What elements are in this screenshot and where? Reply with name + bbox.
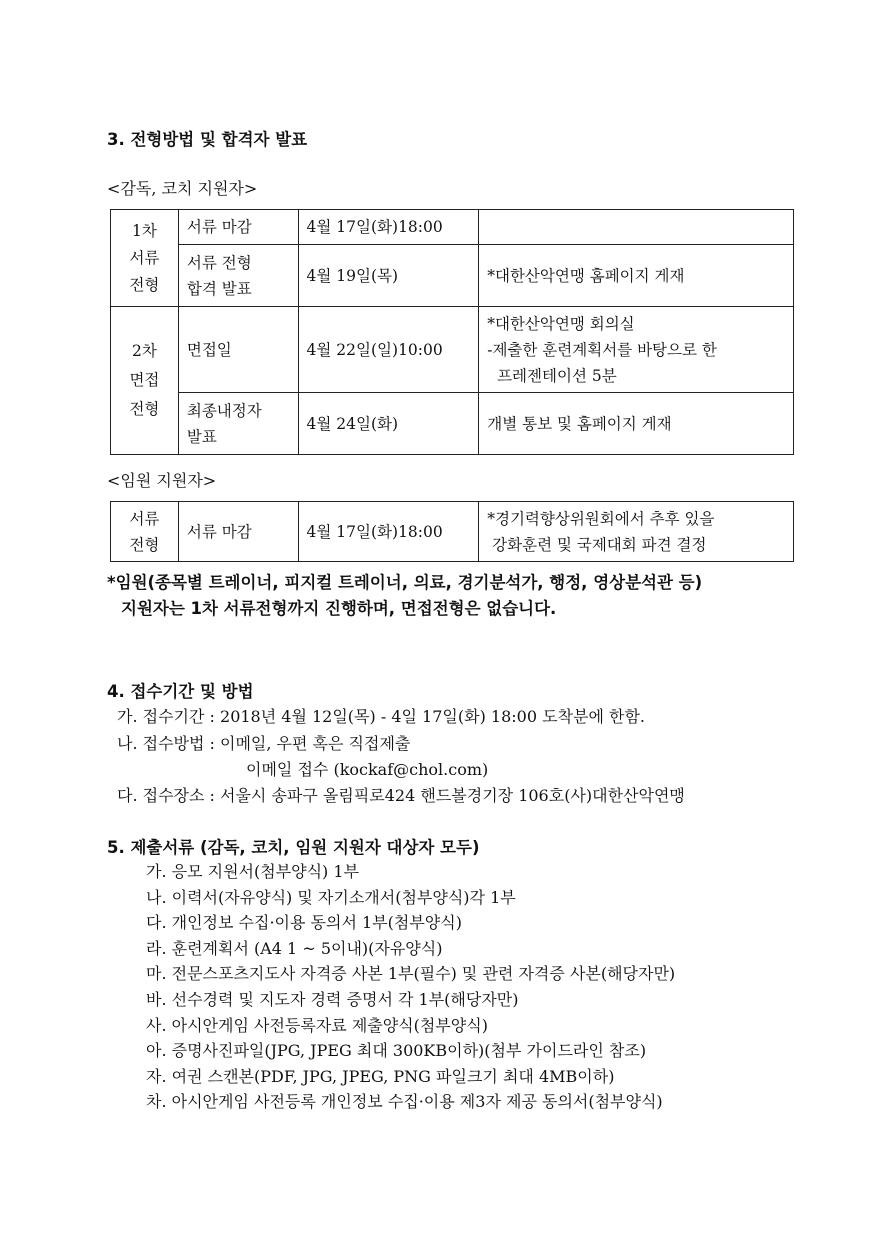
date-cell: 4월 22일(일)10:00 bbox=[298, 307, 479, 393]
note-cell: 개별 통보 및 홈페이지 게재 bbox=[479, 393, 794, 455]
note-cell: *경기력향상위원회에서 추후 있을 강화훈련 및 국제대회 파견 결정 bbox=[479, 502, 794, 562]
officer-schedule-table bbox=[110, 501, 794, 562]
date-cell: 4월 24일(화) bbox=[298, 393, 479, 455]
list-item: 다. 개인정보 수집·이용 동의서 1부(첨부양식) bbox=[146, 913, 462, 933]
section4-title: 4. 접수기간 및 방법 bbox=[107, 682, 254, 701]
list-item: 아. 증명사진파일(JPG, JPEG 최대 300KB이하)(첨부 가이드라인 참조) bbox=[146, 1041, 647, 1061]
note-cell: *대한산악연맹 회의실 -제출한 훈련계획서를 바탕으로 한 프레젠테이션 5분 bbox=[479, 307, 794, 393]
date-cell: 4월 17일(화)18:00 bbox=[298, 502, 479, 562]
list-item: 자. 여권 스캔본(PDF, JPG, JPEG, PNG 파일크기 최대 4MB이하) bbox=[146, 1066, 615, 1086]
table-row bbox=[111, 393, 794, 455]
date-cell: 4월 19일(목) bbox=[298, 245, 479, 307]
table-row bbox=[111, 307, 794, 393]
list-item: 가. 응모 지원서(첨부양식) 1부 bbox=[146, 862, 360, 881]
documents-list bbox=[146, 859, 675, 1115]
method-line: 나. 접수방법 : 이메일, 우편 혹은 직접제출 bbox=[117, 734, 411, 753]
item-cell: 서류 전형 합격 발표 bbox=[178, 245, 298, 307]
coach-applicant-label: <감독, 코치 지원자> bbox=[107, 179, 258, 198]
list-item: 차. 아시안게임 사전등록 개인정보 수집·이용 제3자 제공 동의서(첨부양식) bbox=[146, 1092, 663, 1112]
item-cell: 서류 마감 bbox=[178, 210, 298, 245]
item-cell: 최종내정자 발표 bbox=[178, 393, 298, 455]
officer-applicant-label: <임원 지원자> bbox=[107, 471, 217, 490]
section3-title: 3. 전형방법 및 합격자 발표 bbox=[107, 130, 308, 149]
table-row bbox=[111, 210, 794, 245]
list-item: 마. 전문스포츠지도사 자격증 사본 1부(필수) 및 관련 자격증 사본(해당자만) bbox=[146, 964, 676, 984]
note-cell bbox=[479, 210, 794, 245]
notice-line: 지원자는 1차 서류전형까지 진행하며, 면접전형은 없습니다. bbox=[121, 599, 557, 618]
date-cell: 4월 17일(화)18:00 bbox=[298, 210, 479, 245]
item-cell: 서류 마감 bbox=[178, 502, 298, 562]
coach-schedule-table bbox=[110, 209, 794, 455]
section5-title: 5. 제출서류 (감독, 코치, 임원 지원자 대상자 모두) bbox=[107, 838, 480, 857]
note-cell: *대한산악연맹 홈페이지 게재 bbox=[479, 245, 794, 307]
list-item: 바. 선수경력 및 지도자 경력 증명서 각 1부(해당자만) bbox=[146, 989, 519, 1009]
period-line: 가. 접수기간 : 2018년 4월 12일(목) - 4일 17일(화) 18:00 도착분에 한함. bbox=[117, 707, 645, 726]
list-item: 라. 훈련계획서 (A4 1 ~ 5이내)(자유양식) bbox=[146, 938, 443, 958]
list-item: 사. 아시안게임 사전등록자료 제출양식(첨부양식) bbox=[146, 1015, 488, 1035]
item-cell: 면접일 bbox=[178, 307, 298, 393]
stage-cell: 서류 전형 bbox=[111, 502, 179, 562]
table-row bbox=[111, 502, 794, 562]
list-item: 나. 이력서(자유양식) 및 자기소개서(첨부양식)각 1부 bbox=[146, 887, 516, 907]
stage-cell: 2차 면접 전형 bbox=[111, 307, 179, 455]
email-line: 이메일 접수 (kockaf@chol.com) bbox=[246, 760, 489, 779]
officer-notice bbox=[107, 570, 702, 622]
place-line: 다. 접수장소 : 서울시 송파구 올림픽로424 핸드볼경기장 106호(사)대한산악연맹 bbox=[117, 786, 685, 805]
notice-line: *임원(종목별 트레이너, 피지컬 트레이너, 의료, 경기분석가, 행정, 영상분석관 등) bbox=[107, 573, 703, 592]
table-row bbox=[111, 245, 794, 307]
stage-cell: 1차 서류 전형 bbox=[111, 210, 179, 307]
